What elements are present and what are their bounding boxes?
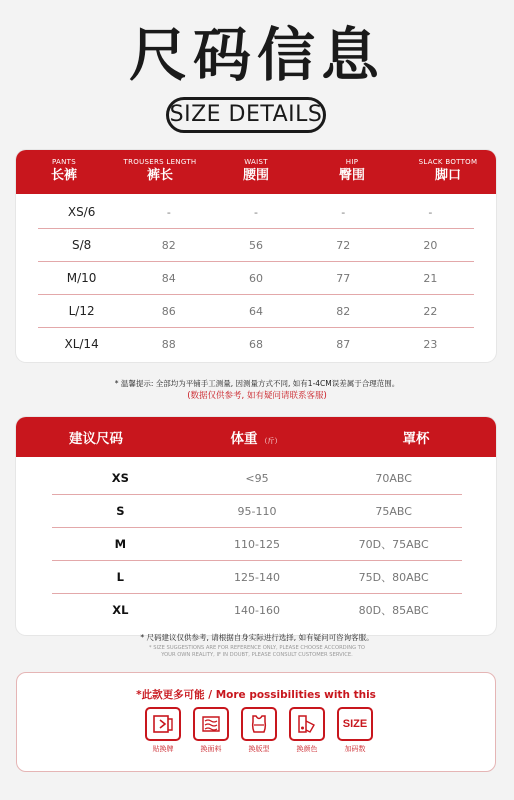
col-header-length: TROUSERS LENGTH 裤长	[123, 158, 197, 183]
weight-cell: 140-160	[234, 603, 280, 617]
pants-table-header	[16, 150, 496, 194]
cup-cell: 80D、85ABC	[358, 604, 429, 617]
col-header-bottom: SLACK BOTTOM 脚口	[418, 158, 478, 183]
table-row	[52, 561, 462, 594]
option-pattern: 换版型	[241, 707, 277, 754]
hip-cell: -	[341, 205, 346, 219]
waist-cell: 64	[249, 304, 263, 318]
size-icon: SIZE	[342, 718, 368, 730]
hip-cell: 77	[336, 271, 351, 285]
hip-cell: 87	[336, 337, 351, 351]
bottom-cell: 22	[423, 304, 438, 318]
weight-cell: 95-110	[237, 504, 277, 518]
col-header-weight: 体重 （斤）	[230, 431, 282, 447]
bottom-cell: -	[428, 205, 433, 219]
table-row	[38, 328, 474, 360]
size-cell: M/10	[66, 271, 97, 285]
waist-cell: 56	[249, 238, 263, 252]
bottom-cell: 23	[423, 337, 438, 351]
option-swap-tag: 贴换牌	[145, 707, 181, 754]
weight-cell: 125-140	[234, 570, 280, 584]
length-cell: -	[166, 205, 171, 219]
suggestion-note: * 尺码建议仅供参考, 请根据自身实际进行选择, 如有疑问可咨询客服。	[140, 633, 374, 642]
table-row	[52, 594, 462, 626]
waist-cell: 68	[249, 337, 263, 351]
weight-cell: <95	[245, 471, 269, 485]
size-cell: L	[116, 570, 124, 584]
garment-icon	[247, 713, 271, 735]
bottom-cell: 21	[423, 271, 438, 285]
more-possibilities-title: *此款更多可能 / More possibilities with this	[136, 689, 376, 701]
color-palette-icon	[295, 713, 319, 735]
cup-cell: 70D、75ABC	[358, 538, 429, 551]
table-row	[52, 528, 462, 561]
table-row	[38, 262, 474, 295]
cup-cell: 75ABC	[375, 504, 412, 518]
col-header-pants: PANTS 长裤	[50, 158, 77, 183]
table-row	[38, 196, 474, 229]
hip-cell: 72	[336, 238, 351, 252]
suggestion-table-body	[52, 462, 462, 626]
option-color: 换颜色	[289, 707, 325, 754]
table-row	[52, 495, 462, 528]
page-title: 尺码信息	[128, 21, 385, 89]
measurement-note: * 温馨提示: 全部均为平铺手工测量, 因测量方式不同, 如有1-4CM误差属于合理范围。	[114, 379, 400, 388]
hip-cell: 82	[336, 304, 351, 318]
option-size: SIZE 加码数	[337, 707, 373, 754]
waist-cell: 60	[249, 271, 263, 285]
col-header-size: 建议尺码	[69, 431, 123, 447]
size-cell: XS/6	[67, 205, 96, 219]
pants-size-table	[16, 150, 496, 362]
size-cell: XL/14	[64, 337, 99, 351]
suggestion-table-header	[16, 417, 496, 457]
option-icons	[145, 707, 373, 754]
length-cell: 84	[161, 271, 176, 285]
reference-note: (数据仅供参考, 如有疑问请联系客服)	[187, 391, 327, 401]
size-cell: M	[114, 537, 127, 551]
col-header-cup: 罩杯	[402, 431, 430, 447]
length-cell: 88	[161, 337, 176, 351]
size-cell: XS	[111, 471, 129, 485]
pants-table-body	[38, 196, 474, 360]
size-suggestion-table	[16, 417, 496, 635]
table-row	[38, 229, 474, 262]
bottom-cell: 20	[423, 238, 438, 252]
tag-swap-icon	[151, 713, 175, 735]
waist-cell: -	[254, 205, 258, 219]
length-cell: 82	[161, 238, 176, 252]
col-header-hip: HIP 臀围	[338, 158, 365, 183]
size-cell: S	[116, 504, 125, 518]
table-row	[38, 295, 474, 328]
length-cell: 86	[161, 304, 176, 318]
weight-cell: 110-125	[234, 537, 280, 551]
option-fabric: 换面料	[193, 707, 229, 754]
more-possibilities-card	[16, 672, 496, 772]
suggestion-note-en: * SIZE SUGGESTIONS ARE FOR REFERENCE ONLY, PLEASE CHOOSE ACCORDING TO YOUR OWN REALITY, IF IN DOUBT, PLEASE CONSULT CUSTOMER SERVICE.	[148, 645, 366, 658]
size-cell: XL	[112, 603, 129, 617]
cup-cell: 75D、80ABC	[358, 571, 429, 584]
size-details-badge: SIZE DETAILS	[166, 97, 326, 133]
fabric-icon	[199, 713, 223, 735]
cup-cell: 70ABC	[375, 471, 412, 485]
col-header-waist: WAIST 腰围	[242, 158, 269, 183]
size-cell: L/12	[68, 304, 95, 318]
table-row	[52, 462, 462, 495]
size-cell: S/8	[71, 238, 92, 252]
